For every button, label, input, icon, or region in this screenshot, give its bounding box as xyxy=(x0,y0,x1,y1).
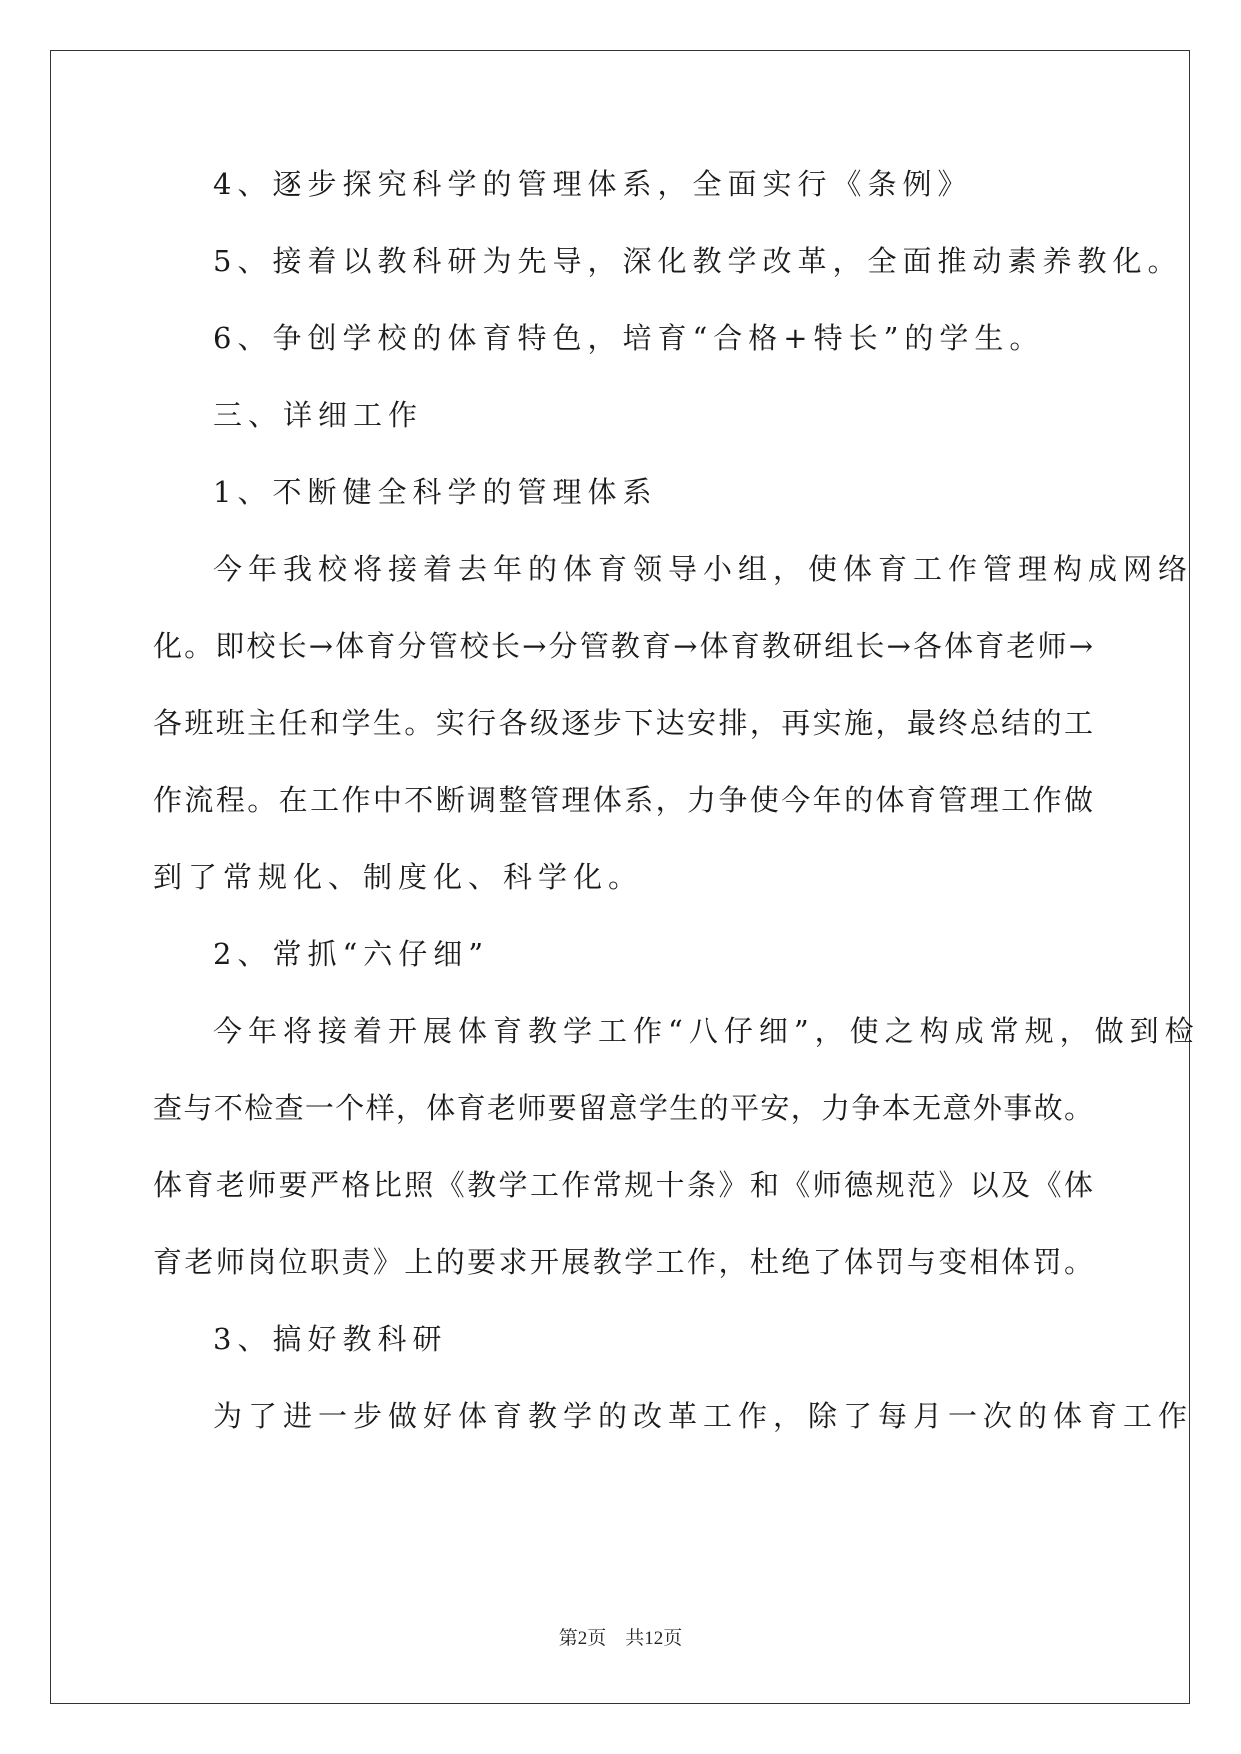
text-line: 5、接着以教科研为先导，深化教学改革，全面推动素养教化。 xyxy=(213,244,1183,278)
text-line: 育老师岗位职责》上的要求开展教学工作，杜绝了体罚与变相体罚。 xyxy=(153,1245,1093,1279)
text-line: 今年将接着开展体育教学工作“八仔细”，使之构成常规，做到检 xyxy=(213,1014,1200,1048)
section-heading: 三、详细工作 xyxy=(213,398,424,432)
text-line: 作流程。在工作中不断调整管理体系，力争使今年的体育管理工作做 xyxy=(153,783,1093,817)
text-line: 化。即校长→体育分管校长→分管教育→体育教研组长→各体育老师→ xyxy=(153,629,1093,663)
text-line: 6、争创学校的体育特色，培育“合格+特长”的学生。 xyxy=(213,321,1045,355)
subsection-heading: 3、搞好教科研 xyxy=(213,1322,448,1356)
subsection-heading: 2、常抓“六仔细” xyxy=(213,937,490,971)
text-line: 到了常规化、制度化、科学化。 xyxy=(153,860,644,894)
page-number-footer: 第2页 共12页 xyxy=(558,1628,683,1649)
text-line: 今年我校将接着去年的体育领导小组，使体育工作管理构成网络 xyxy=(213,552,1194,586)
text-line: 为了进一步做好体育教学的改革工作，除了每月一次的体育工作 xyxy=(213,1399,1194,1433)
text-line: 4、逐步探究科学的管理体系，全面实行《条例》 xyxy=(213,167,973,201)
text-line: 体育老师要严格比照《教学工作常规十条》和《师德规范》以及《体 xyxy=(153,1168,1093,1202)
text-line: 各班班主任和学生。实行各级逐步下达安排，再实施，最终总结的工 xyxy=(153,706,1093,740)
text-line: 查与不检查一个样，体育老师要留意学生的平安，力争本无意外事故。 xyxy=(153,1091,1093,1125)
subsection-heading: 1、不断健全科学的管理体系 xyxy=(213,475,658,509)
